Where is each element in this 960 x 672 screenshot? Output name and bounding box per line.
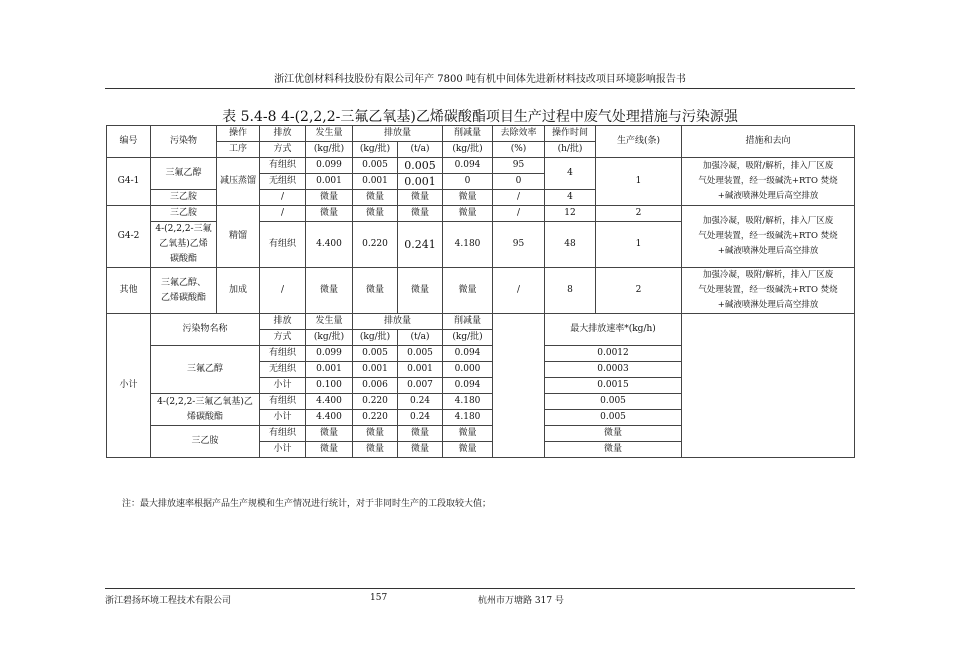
cell: 0.001 bbox=[398, 174, 443, 190]
cell: 微量 bbox=[398, 206, 443, 222]
col-eff-b: (%) bbox=[493, 142, 545, 158]
col-measure: 措施和去向 bbox=[682, 126, 855, 158]
cell: (kg/批) bbox=[443, 330, 493, 346]
cell: 1 bbox=[596, 222, 682, 268]
cell: 0.001 bbox=[353, 174, 398, 190]
col-gen-a: 发生量 bbox=[306, 126, 353, 142]
col-pollutant: 污染物 bbox=[151, 126, 217, 158]
col-discharge-b: 方式 bbox=[260, 142, 306, 158]
cell: 削减量 bbox=[443, 314, 493, 330]
cell: 0.001 bbox=[353, 362, 398, 378]
cell: 微量 bbox=[443, 268, 493, 314]
cell: 4 bbox=[545, 190, 596, 206]
footer-company: 浙江碧扬环境工程技术有限公司 bbox=[105, 596, 232, 606]
cell: 微量 bbox=[353, 442, 398, 458]
cell: 2 bbox=[596, 206, 682, 222]
cell: 有组织 bbox=[260, 426, 306, 442]
cell: 0.007 bbox=[398, 378, 443, 394]
pollutant-name: 三乙胺 bbox=[151, 190, 217, 206]
cell: 0.005 bbox=[545, 394, 682, 410]
cell: 0.099 bbox=[306, 158, 353, 174]
col-gen-b: (kg/批) bbox=[306, 142, 353, 158]
cell: 有组织 bbox=[260, 158, 306, 174]
cell: (kg/批) bbox=[353, 330, 398, 346]
measure-cell: 加强冷凝，吸附/解析，排入厂区废 气处理装置，经一级碱洗+RTO 焚烧 +碱液喷淋处理后高空排放 bbox=[682, 158, 855, 206]
col-emit-kg: (kg/批) bbox=[353, 142, 398, 158]
cell: 0.220 bbox=[353, 222, 398, 268]
col-lines: 生产线(条) bbox=[596, 126, 682, 158]
cell: 48 bbox=[545, 222, 596, 268]
row-id: G4-1 bbox=[107, 158, 151, 206]
cell: 0.001 bbox=[398, 362, 443, 378]
cell: 0 bbox=[443, 174, 493, 190]
cell: 0.0012 bbox=[545, 346, 682, 362]
col-reduce-b: (kg/批) bbox=[443, 142, 493, 158]
cell: 有组织 bbox=[260, 222, 306, 268]
cell: 0.005 bbox=[398, 158, 443, 174]
cell: 0.094 bbox=[443, 346, 493, 362]
cell: 微量 bbox=[443, 206, 493, 222]
cell: 微量 bbox=[545, 426, 682, 442]
cell: (kg/批) bbox=[306, 330, 353, 346]
cell: 微量 bbox=[353, 426, 398, 442]
table-header-row bbox=[107, 126, 855, 142]
cell: 0.005 bbox=[545, 410, 682, 426]
cell: 1 bbox=[596, 158, 682, 206]
cell: 0.24 bbox=[398, 394, 443, 410]
col-reduce: 削减量 bbox=[443, 126, 493, 142]
col-emit-ta: (t/a) bbox=[398, 142, 443, 158]
cell: 微量 bbox=[306, 442, 353, 458]
footer-address: 杭州市万塘路 317 号 bbox=[478, 596, 564, 606]
pollutant-name: 三乙胺 bbox=[151, 206, 217, 222]
cell: / bbox=[493, 268, 545, 314]
cell: 0.005 bbox=[353, 346, 398, 362]
col-eff: 去除效率 bbox=[493, 126, 545, 142]
col-process-b: 工序 bbox=[217, 142, 260, 158]
col-time-b: (h/批) bbox=[545, 142, 596, 158]
cell: 0.100 bbox=[306, 378, 353, 394]
cell: / bbox=[493, 190, 545, 206]
cell: 微量 bbox=[306, 206, 353, 222]
subtotal-header-row bbox=[107, 314, 855, 330]
cell: 0.001 bbox=[306, 362, 353, 378]
pollutant-name: 三氟乙醇 bbox=[151, 346, 260, 394]
pollutant-name: 三氟乙醇 bbox=[151, 158, 217, 190]
cell: 微量 bbox=[398, 190, 443, 206]
cell: 污染物名称 bbox=[151, 314, 260, 346]
cell: 2 bbox=[596, 268, 682, 314]
cell: 无组织 bbox=[260, 174, 306, 190]
cell: 4.180 bbox=[443, 410, 493, 426]
measure-cell: 加强冷凝，吸附/解析，排入厂区废 气处理装置，经一级碱洗+RTO 焚烧 +碱液喷淋处理后高空排放 bbox=[682, 268, 855, 314]
col-discharge-a: 排放 bbox=[260, 126, 306, 142]
pollutant-name: 4-(2,2,2-三氟乙氧基)乙 烯碳酸酯 bbox=[151, 394, 260, 426]
cell: 小计 bbox=[260, 378, 306, 394]
process-name: 加成 bbox=[217, 268, 260, 314]
cell: 12 bbox=[545, 206, 596, 222]
cell: 微量 bbox=[443, 426, 493, 442]
cell: 微量 bbox=[306, 268, 353, 314]
cell: 0.220 bbox=[353, 410, 398, 426]
table-note: 注：最大排放速率根据产品生产规模和生产情况进行统计，对于非同时生产的工段取较大值； bbox=[122, 499, 492, 509]
row-id: G4-2 bbox=[107, 206, 151, 268]
cell: 小计 bbox=[260, 442, 306, 458]
table-row bbox=[107, 206, 855, 222]
cell: 微量 bbox=[353, 206, 398, 222]
cell: 0.006 bbox=[353, 378, 398, 394]
cell: 0.24 bbox=[398, 410, 443, 426]
cell: 最大排放速率*(kg/h) bbox=[545, 314, 682, 346]
cell: 95 bbox=[493, 158, 545, 174]
cell: 4.180 bbox=[443, 394, 493, 410]
cell: 4.400 bbox=[306, 222, 353, 268]
cell: / bbox=[260, 268, 306, 314]
pollutant-name: 三氟乙醇、 乙烯碳酸酯 bbox=[151, 268, 217, 314]
cell: 0 bbox=[493, 174, 545, 190]
subtotal-label: 小计 bbox=[107, 314, 151, 458]
cell: 方式 bbox=[260, 330, 306, 346]
cell: 有组织 bbox=[260, 394, 306, 410]
cell: 微量 bbox=[306, 426, 353, 442]
measure-cell: 加强冷凝，吸附/解析，排入厂区废 气处理装置，经一级碱洗+RTO 焚烧 +碱液喷淋处理后高空排放 bbox=[682, 206, 855, 268]
col-time-a: 操作时间 bbox=[545, 126, 596, 142]
col-process-a: 操作 bbox=[217, 126, 260, 142]
pollutant-name: 4-(2,2,2-三氟 乙氧基)乙烯 碳酸酯 bbox=[151, 222, 217, 268]
cell: 0.005 bbox=[353, 158, 398, 174]
cell bbox=[682, 314, 855, 458]
cell: 0.099 bbox=[306, 346, 353, 362]
cell: 排放 bbox=[260, 314, 306, 330]
page-header: 浙江优创材料科技股份有限公司年产 7800 吨有机中间体先进新材料技改项目环境影响报告书 bbox=[105, 70, 855, 89]
process-name: 减压蒸馏 bbox=[217, 158, 260, 206]
cell: 微量 bbox=[443, 442, 493, 458]
cell: 微量 bbox=[398, 426, 443, 442]
cell: 8 bbox=[545, 268, 596, 314]
cell: 4 bbox=[545, 158, 596, 190]
col-no: 编号 bbox=[107, 126, 151, 158]
cell: 微量 bbox=[443, 190, 493, 206]
cell: / bbox=[260, 190, 306, 206]
cell: 4.180 bbox=[443, 222, 493, 268]
cell: 无组织 bbox=[260, 362, 306, 378]
cell: 0.000 bbox=[443, 362, 493, 378]
table-row bbox=[107, 158, 855, 174]
cell: 微量 bbox=[306, 190, 353, 206]
row-id: 其他 bbox=[107, 268, 151, 314]
cell: 0.0003 bbox=[545, 362, 682, 378]
cell: / bbox=[260, 206, 306, 222]
table-title: 表 5.4-8 4-(2,2,2-三氟乙氧基)乙烯碳酸酯项目生产过程中废气处理措施与污染源强 bbox=[222, 109, 738, 125]
cell bbox=[493, 314, 545, 458]
cell: 小计 bbox=[260, 410, 306, 426]
cell: 微量 bbox=[353, 268, 398, 314]
emission-table bbox=[106, 125, 855, 458]
pollutant-name: 三乙胺 bbox=[151, 426, 260, 458]
cell: 0.094 bbox=[443, 158, 493, 174]
cell: 微量 bbox=[398, 268, 443, 314]
cell: 微量 bbox=[398, 442, 443, 458]
cell: 排放量 bbox=[353, 314, 443, 330]
page-footer bbox=[105, 588, 855, 609]
cell: 微量 bbox=[545, 442, 682, 458]
page-number: 157 bbox=[370, 593, 388, 603]
cell: 微量 bbox=[353, 190, 398, 206]
process-name: 精馏 bbox=[217, 206, 260, 268]
cell: / bbox=[493, 206, 545, 222]
cell: 0.094 bbox=[443, 378, 493, 394]
cell: (t/a) bbox=[398, 330, 443, 346]
cell: 有组织 bbox=[260, 346, 306, 362]
cell: 95 bbox=[493, 222, 545, 268]
cell: 0.001 bbox=[306, 174, 353, 190]
cell: 0.005 bbox=[398, 346, 443, 362]
cell: 0.241 bbox=[398, 222, 443, 268]
col-emit: 排放量 bbox=[353, 126, 443, 142]
cell: 0.220 bbox=[353, 394, 398, 410]
cell: 4.400 bbox=[306, 410, 353, 426]
cell: 发生量 bbox=[306, 314, 353, 330]
cell: 0.0015 bbox=[545, 378, 682, 394]
cell: 4.400 bbox=[306, 394, 353, 410]
